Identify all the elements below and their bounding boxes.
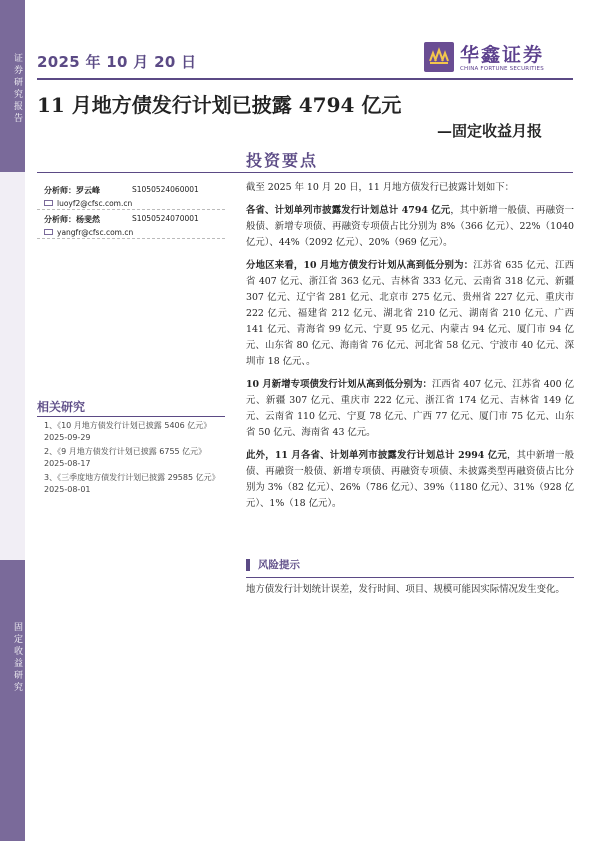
paragraph-1 (246, 203, 574, 251)
risk-divider (246, 577, 574, 578)
related-divider (37, 416, 225, 417)
related-research-list (44, 420, 224, 498)
paragraph-2 (246, 258, 574, 370)
analyst-email-1[interactable] (44, 199, 132, 208)
analyst-name: 分析师：罗云峰 (44, 185, 100, 195)
paragraph-3-lead: 10 月新增专项债发行计划从高到低分别为： (246, 379, 432, 390)
sidebar-top-label: 证券研究报告 (12, 53, 22, 125)
paragraph-2-text: 江苏省 635 亿元、江西省 407 亿元、浙江省 363 亿元、吉林省 333 亿元、云南省 318 亿元、新疆 307 亿元、辽宁省 281 亿元、北京市 275 亿元、贵州省 227 亿元、重庆市 222 亿元、福建省 212 亿元、湖北省 210 亿元、湖南省 210 亿元、广西 141 亿元、青海省 99 亿元、宁夏 95 亿元、内蒙古 94 亿元、厦门市 94 亿元、山东省 80 亿元、海南省 76 亿元、河北省 58 亿元、宁波市 40 亿元、深圳市 18 亿元、。 (246, 260, 575, 367)
analyst-email-text: luoyf2@cfsc.com.cn (57, 199, 133, 208)
mail-icon (44, 229, 53, 235)
risk-text: 地方债发行计划统计误差，发行时间、项目、规模可能因实际情况发生变化。 (246, 584, 565, 595)
paragraph-1-text: ，其中新增一般债、再融资一般债、新增专项债、再融资专项债占比分别为 8%（366 亿元）、22%（1040 亿元）、44%（2092 亿元）、20%（969 亿元）。 (246, 205, 574, 248)
related-item[interactable]: 2、《9 月地方债发行计划已披露 6755 亿元》2025-08-17 (44, 447, 207, 468)
company-logo-icon (424, 42, 454, 72)
mail-icon (44, 200, 53, 206)
sidebar-bottom-label: 固定收益研究 (12, 622, 22, 694)
paragraph-4 (246, 448, 574, 512)
report-date: 2025 年 10 月 20 日 (37, 53, 197, 71)
analyst-cert: S1050524070001 (132, 214, 199, 223)
analyst-1 (44, 185, 199, 196)
analyst-name: 分析师：杨斐然 (44, 214, 100, 224)
sidebar-bottom-band (0, 560, 25, 841)
company-name: 华鑫证券 (460, 44, 545, 66)
analyst-cert: S1050524060001 (132, 185, 199, 194)
company-name-en: CHINA FORTUNE SECURITIES (460, 66, 544, 72)
intro-paragraph: 截至 2025 年 10 月 20 日，11 月地方债发行已披露计划如下： (246, 182, 515, 193)
analyst-email-2[interactable] (44, 228, 133, 237)
report-title: 11 月地方债发行计划已披露 4794 亿元 (37, 93, 402, 117)
dashed-divider (37, 209, 225, 210)
report-subtitle: —固定收益月报 (437, 122, 543, 140)
paragraph-3 (246, 377, 574, 441)
related-research-heading: 相关研究 (37, 400, 86, 414)
risk-heading: 风险提示 (258, 559, 300, 571)
related-item[interactable]: 3、《三季度地方债发行计划已披露 29585 亿元》2025-08-01 (44, 473, 220, 494)
paragraph-4-lead: 此外，11 月各省、计划单列市披露发行计划总计 2994 亿元 (246, 450, 507, 461)
header-divider (37, 78, 573, 80)
related-item[interactable]: 1、《10 月地方债发行计划已披露 5406 亿元》2025-09-29 (44, 421, 212, 442)
paragraph-2-lead: 分地区来看，10 月地方债发行计划从高到低分别为： (246, 260, 474, 271)
analyst-email-text: yangfr@cfsc.com.cn (57, 228, 134, 237)
heading-divider (37, 172, 573, 173)
dashed-divider (37, 238, 225, 239)
sidebar-top-band (0, 0, 25, 172)
key-points-body (246, 180, 574, 519)
paragraph-1-lead: 各省、计划单列市披露发行计划总计 4794 亿元 (246, 205, 451, 216)
paragraph-4-text: ，其中新增一般债、再融资一般债、新增专项债、再融资专项债、未披露类型再融资债占比分别为 3%（82 亿元）、26%（786 亿元）、39%（1180 亿元）、31%（928 亿元）、1%（18 亿元）。 (246, 450, 574, 509)
paragraph-3-text: 江西省 407 亿元、江苏省 400 亿元、新疆 307 亿元、重庆市 222 亿元、浙江省 174 亿元、吉林省 149 亿元、云南省 110 亿元、宁夏 78 亿元、广西 77 亿元、厦门市 75 亿元、山东省 50 亿元、海南省 43 亿元。 (246, 379, 574, 438)
analyst-2 (44, 214, 199, 225)
key-points-heading: 投资要点 (246, 151, 319, 170)
